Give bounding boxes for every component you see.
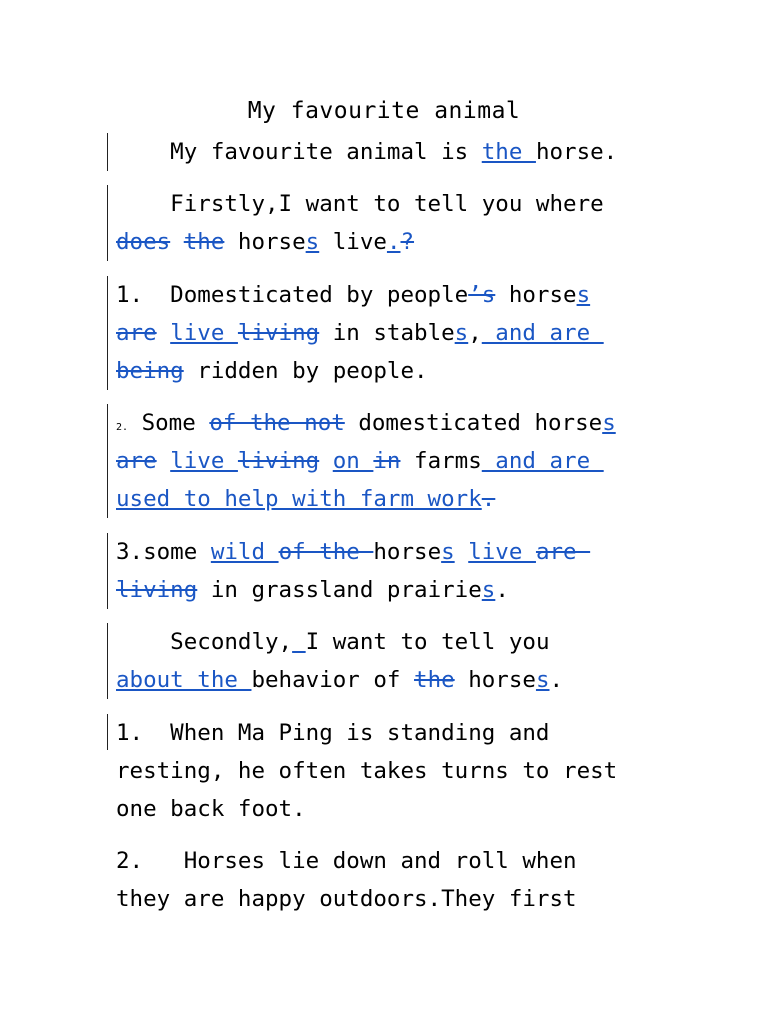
tracked-insertion: and are [481,448,604,474]
text-run: 3.some [116,539,211,565]
text-run: horse [454,667,536,693]
text-line [116,714,676,752]
tracked-deletion: the [183,229,225,255]
list-number: 2. [116,422,129,433]
change-bar [107,404,108,518]
tracked-insertion: live [468,539,536,565]
tracked-insertion: wild [210,539,279,565]
change-bar [107,714,108,750]
text-run: 1. When Ma Ping is standing and [116,720,550,746]
text-run: . [495,577,509,603]
tracked-insertion: s [441,539,455,565]
tracked-deletion: in [373,448,401,474]
text-run: domesticated horse [344,410,603,436]
text-line [116,404,676,442]
paragraph [116,133,676,171]
text-run: farms [400,448,482,474]
paragraph [116,185,676,261]
text-line [116,752,676,790]
paragraph [116,404,676,518]
paragraph [116,623,676,699]
text-line [116,480,676,518]
change-bar [107,276,108,390]
tracked-insertion: live [170,448,238,474]
tracked-insertion: and are [481,320,604,346]
tracked-insertion: live [170,320,238,346]
change-bar [107,133,108,171]
text-run: horse. [535,139,618,165]
change-bar [107,623,108,699]
document-title: My favourite animal [247,98,521,124]
change-bar [107,185,108,261]
text-run: behavior of [251,667,415,693]
text-run: horse [373,539,442,565]
text-line [116,442,676,480]
tracked-insertion: s [305,229,320,255]
change-bar [107,533,108,609]
tracked-insertion: on [332,448,374,474]
tracked-insertion: used to help with farm work [116,486,482,512]
tracked-insertion: the [481,139,536,165]
tracked-insertion: . [386,229,401,255]
tracked-deletion: living [116,577,198,603]
text-run: I want to tell you [305,629,550,655]
text-run: My favourite animal is [116,139,482,165]
paragraph [116,276,676,390]
text-run: Firstly,I want to tell you where [116,191,604,217]
paragraph [116,533,676,609]
text-line [116,623,676,661]
text-run [157,448,171,474]
text-run: ridden by people. [183,358,428,384]
text-line [116,661,676,699]
tracked-insertion: about the [116,667,252,693]
tracked-deletion: does [116,229,171,255]
text-line [116,352,676,390]
text-run: Some [128,410,210,436]
paragraph [116,842,676,918]
tracked-insertion: s [602,410,616,436]
tracked-insertion [292,629,306,655]
text-line [116,571,676,609]
tracked-deletion: ’s [468,282,496,308]
text-run: one back foot. [116,796,306,822]
tracked-deletion: are [116,320,157,346]
tracked-deletion: the [414,667,455,693]
text-run: 1. Domesticated by people [116,282,469,308]
tracked-deletion: ? [400,229,415,255]
text-line [116,842,676,880]
text-line [116,790,676,828]
text-run [170,229,184,255]
text-line [116,223,676,261]
tracked-deletion: are [535,539,591,565]
tracked-deletion: . [481,486,496,512]
text-run: they are happy outdoors.They first [116,886,577,912]
text-run: in grassland prairie [197,577,482,603]
tracked-insertion: s [576,282,591,308]
text-line [116,314,676,352]
text-run: live [319,229,387,255]
text-line [116,880,676,918]
tracked-deletion: are [116,448,157,474]
text-run: resting, he often takes turns to rest [116,758,618,784]
tracked-insertion: s [454,320,469,346]
text-line [116,185,676,223]
tracked-deletion: of the [278,539,374,565]
text-line [116,533,676,571]
text-run: 2. Horses lie down and roll when [116,848,577,874]
text-run: horse [495,282,577,308]
text-run [157,320,171,346]
tracked-deletion: living [237,320,320,346]
tracked-deletion: being [116,358,184,384]
text-run: , [468,320,482,346]
tracked-deletion: of the not [209,410,345,436]
text-run [455,539,469,565]
tracked-insertion: s [481,577,496,603]
text-line [116,276,676,314]
text-run: . [549,667,564,693]
text-run: in stable [319,320,455,346]
tracked-deletion: living [237,448,320,474]
text-run: horse [224,229,306,255]
text-run [319,448,333,474]
text-run: Secondly, [116,629,293,655]
text-line [116,133,676,171]
tracked-insertion: s [535,667,550,693]
paragraph [116,714,676,828]
